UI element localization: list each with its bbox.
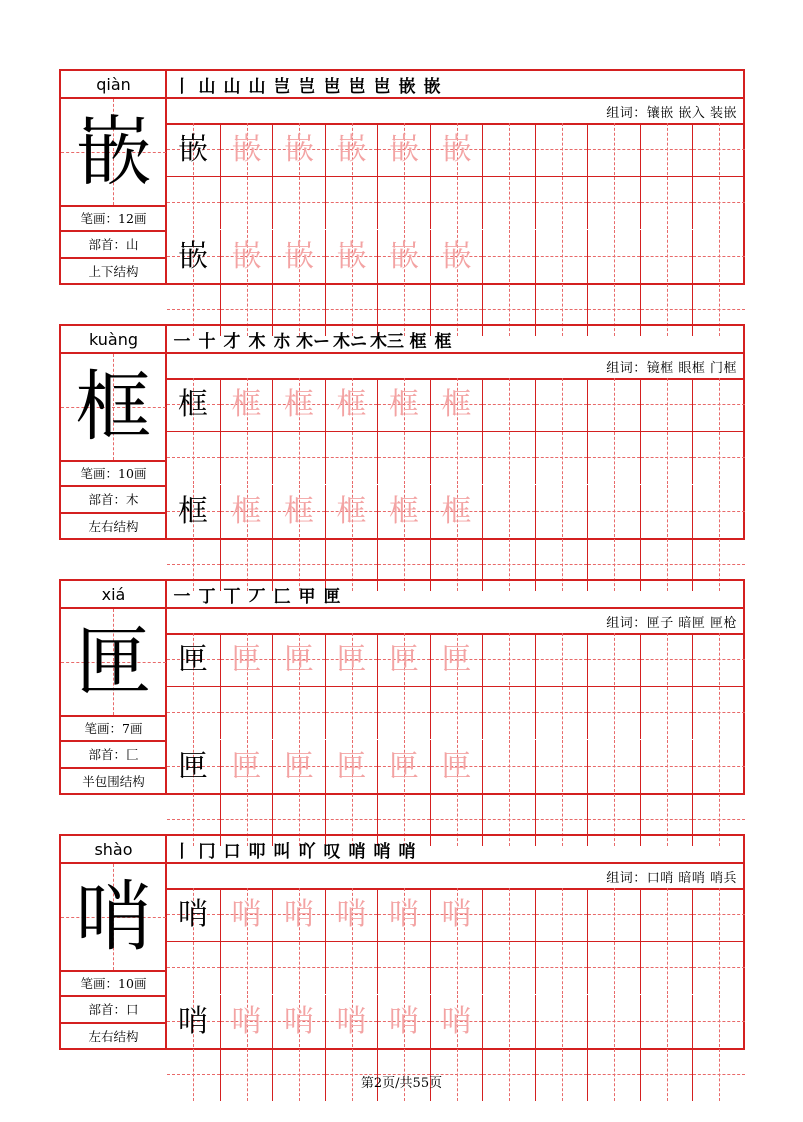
trace-character: 匣: [336, 748, 367, 784]
practice-cell[interactable]: [587, 633, 640, 739]
practice-cell[interactable]: [692, 378, 745, 484]
practice-cell[interactable]: [325, 485, 378, 591]
practice-cell[interactable]: [220, 230, 273, 336]
stroke-step: 岂: [273, 76, 291, 97]
stroke-step: 岜: [323, 76, 341, 97]
practice-cell[interactable]: [640, 633, 693, 739]
practice-cell[interactable]: [587, 230, 640, 336]
practice-cell[interactable]: [220, 123, 273, 229]
practice-grid: [167, 888, 745, 994]
practice-cell[interactable]: [535, 888, 588, 994]
practice-cell[interactable]: [167, 740, 220, 846]
trace-character: 匣: [389, 748, 419, 784]
practice-cell[interactable]: [430, 740, 483, 846]
practice-cell[interactable]: [430, 378, 483, 484]
practice-cell[interactable]: [325, 378, 378, 484]
trace-character: 嵌: [231, 238, 262, 274]
stroke-step: 山: [223, 76, 241, 97]
practice-cell[interactable]: [482, 485, 535, 591]
sample-character: 框: [178, 386, 208, 422]
stroke-step: 岜: [373, 76, 391, 97]
stroke-step: 木ニ: [333, 331, 367, 352]
trace-character: 嵌: [441, 131, 472, 167]
model-character-box: [61, 609, 166, 715]
practice-cell[interactable]: [220, 888, 273, 994]
stroke-step: 岜: [348, 76, 366, 97]
stroke-step: 丆: [248, 586, 266, 607]
pinyin-label: shào: [94, 839, 133, 859]
model-character: 哨: [75, 872, 152, 961]
practice-cell[interactable]: [587, 378, 640, 484]
practice-cell[interactable]: [377, 485, 430, 591]
stroke-order-row: [171, 836, 418, 862]
stroke-step: 朩: [273, 331, 291, 352]
practice-cell[interactable]: [587, 485, 640, 591]
stroke-step: 哨: [348, 841, 366, 862]
practice-cell[interactable]: [430, 485, 483, 591]
sample-character: 嵌: [178, 131, 208, 167]
practice-cell[interactable]: [535, 378, 588, 484]
trace-character: 框: [336, 386, 367, 422]
practice-cell[interactable]: [692, 485, 745, 591]
practice-cell[interactable]: [640, 378, 693, 484]
practice-cell[interactable]: [692, 633, 745, 739]
model-character: 框: [75, 362, 152, 451]
practice-cell[interactable]: [167, 230, 220, 336]
practice-cell[interactable]: [535, 485, 588, 591]
practice-cell[interactable]: [167, 485, 220, 591]
practice-cell[interactable]: [430, 230, 483, 336]
character-card: [59, 324, 745, 540]
character-card: [59, 579, 745, 795]
practice-cell[interactable]: [272, 740, 325, 846]
practice-cell[interactable]: [640, 740, 693, 846]
practice-cell[interactable]: [482, 230, 535, 336]
practice-cell[interactable]: [535, 230, 588, 336]
stroke-step: 十: [198, 331, 216, 352]
trace-character: 哨: [284, 896, 314, 932]
stroke-step: 匚: [273, 586, 291, 607]
stroke-step: 山: [198, 76, 216, 97]
character-card: [59, 69, 745, 285]
practice-cell[interactable]: [430, 888, 483, 994]
stroke-step: 叫: [273, 841, 291, 862]
practice-cell[interactable]: [377, 123, 430, 229]
trace-character: 匣: [284, 641, 314, 677]
practice-cell[interactable]: [325, 123, 378, 229]
practice-cell[interactable]: [167, 888, 220, 994]
trace-character: 框: [441, 386, 472, 422]
trace-character: 哨: [284, 1003, 314, 1039]
trace-character: 哨: [336, 1003, 367, 1039]
practice-cell[interactable]: [272, 633, 325, 739]
practice-cell[interactable]: [377, 888, 430, 994]
stroke-step: 岂: [298, 76, 316, 97]
practice-cell[interactable]: [692, 230, 745, 336]
stroke-step: 嵌: [398, 76, 416, 97]
trace-character: 嵌: [284, 238, 314, 274]
word-examples: 组词：口哨 暗哨 哨兵: [606, 870, 737, 886]
sample-character: 匣: [178, 641, 208, 677]
stroke-order-row: [171, 71, 443, 97]
structure-label: 左右结构: [88, 519, 139, 534]
stroke-order-row: [171, 326, 454, 352]
practice-cell[interactable]: [377, 740, 430, 846]
sample-character: 匣: [178, 748, 208, 784]
stroke-step: 框: [434, 331, 452, 352]
practice-cell[interactable]: [272, 378, 325, 484]
practice-cell[interactable]: [535, 123, 588, 229]
trace-character: 嵌: [231, 131, 262, 167]
trace-character: 哨: [389, 1003, 419, 1039]
stroke-step: 一: [173, 586, 191, 607]
practice-grid: [167, 123, 745, 229]
stroke-step: 叩: [248, 841, 266, 862]
practice-cell[interactable]: [167, 633, 220, 739]
trace-character: 嵌: [336, 238, 367, 274]
trace-character: 框: [389, 493, 419, 529]
practice-cell[interactable]: [482, 633, 535, 739]
trace-character: 哨: [389, 896, 419, 932]
structure-label: 上下结构: [88, 264, 139, 279]
word-examples: 组词：匣子 暗匣 匣枪: [606, 615, 737, 631]
practice-cell[interactable]: [325, 740, 378, 846]
trace-character: 匣: [231, 748, 262, 784]
sample-character: 嵌: [178, 238, 208, 274]
trace-character: 匣: [441, 748, 472, 784]
practice-cell[interactable]: [167, 378, 220, 484]
practice-cell[interactable]: [272, 888, 325, 994]
practice-cell[interactable]: [640, 888, 693, 994]
model-character: 嵌: [75, 107, 152, 196]
practice-cell[interactable]: [692, 123, 745, 229]
trace-character: 嵌: [389, 131, 419, 167]
page-footer: 第2页/共55页: [360, 1076, 443, 1091]
structure-label: 左右结构: [88, 1029, 139, 1044]
trace-character: 嵌: [284, 131, 314, 167]
stroke-step: 哨: [373, 841, 391, 862]
practice-cell[interactable]: [220, 740, 273, 846]
model-character-box: [61, 354, 166, 460]
trace-character: 哨: [336, 896, 367, 932]
practice-cell[interactable]: [325, 230, 378, 336]
stroke-step: 冂: [198, 841, 216, 862]
trace-character: 哨: [441, 896, 472, 932]
practice-cell[interactable]: [587, 740, 640, 846]
practice-cell[interactable]: [587, 888, 640, 994]
trace-character: 匣: [284, 748, 314, 784]
practice-cell[interactable]: [640, 485, 693, 591]
trace-character: 匣: [441, 641, 472, 677]
practice-grid: [167, 633, 745, 739]
practice-cell[interactable]: [692, 888, 745, 994]
word-examples: 组词：镜框 眼框 门框: [606, 360, 737, 376]
stroke-count-label: 笔画：10画: [80, 976, 147, 991]
practice-cell[interactable]: [272, 230, 325, 336]
practice-cell[interactable]: [535, 633, 588, 739]
stroke-count-label: 笔画：7画: [84, 721, 143, 736]
radical-label: 部首：木: [88, 492, 139, 507]
trace-character: 匣: [231, 641, 262, 677]
stroke-step: 叹: [323, 841, 341, 862]
stroke-step: 木三: [370, 331, 404, 352]
practice-cell[interactable]: [220, 378, 273, 484]
trace-character: 嵌: [336, 131, 367, 167]
practice-grid: [167, 485, 745, 591]
radical-label: 部首：匚: [88, 747, 139, 762]
practice-cell[interactable]: [377, 633, 430, 739]
trace-character: 匣: [389, 641, 419, 677]
sample-character: 框: [178, 493, 208, 529]
practice-cell[interactable]: [377, 230, 430, 336]
stroke-step: 丨: [173, 841, 191, 862]
practice-cell[interactable]: [640, 230, 693, 336]
stroke-step: 口: [223, 841, 241, 862]
trace-character: 哨: [441, 1003, 472, 1039]
trace-character: 框: [336, 493, 367, 529]
practice-cell[interactable]: [482, 378, 535, 484]
model-character-box: [61, 99, 166, 205]
stroke-count-label: 笔画：10画: [80, 466, 147, 481]
trace-character: 框: [389, 386, 419, 422]
stroke-step: 木ー: [296, 331, 330, 352]
practice-cell[interactable]: [272, 485, 325, 591]
practice-cell[interactable]: [220, 485, 273, 591]
stroke-count-label: 笔画：12画: [80, 211, 147, 226]
trace-character: 嵌: [441, 238, 472, 274]
practice-cell[interactable]: [325, 633, 378, 739]
word-examples: 组词：镶嵌 嵌入 装嵌: [606, 105, 737, 121]
stroke-step: 木: [248, 331, 266, 352]
stroke-step: 哨: [398, 841, 416, 862]
practice-cell[interactable]: [587, 123, 640, 229]
practice-cell[interactable]: [325, 888, 378, 994]
model-character: 匣: [75, 617, 152, 706]
trace-character: 哨: [231, 896, 262, 932]
sample-character: 哨: [178, 1003, 208, 1039]
stroke-step: 嵌: [423, 76, 441, 97]
stroke-step: 吖: [298, 841, 316, 862]
trace-character: 匣: [336, 641, 367, 677]
radical-label: 部首：口: [88, 1002, 139, 1017]
stroke-step: 匣: [323, 586, 341, 607]
sample-character: 哨: [178, 896, 208, 932]
trace-character: 框: [441, 493, 472, 529]
trace-character: 框: [231, 386, 262, 422]
stroke-order-row: [171, 581, 343, 607]
practice-cell[interactable]: [692, 740, 745, 846]
radical-label: 部首：山: [88, 237, 139, 252]
practice-cell[interactable]: [377, 378, 430, 484]
pinyin-label: qiàn: [96, 74, 131, 94]
stroke-step: 框: [409, 331, 427, 352]
character-card: [59, 834, 745, 1050]
stroke-step: 一: [173, 331, 191, 352]
stroke-step: 甲: [298, 586, 316, 607]
pinyin-label: kuàng: [88, 329, 138, 349]
trace-character: 框: [231, 493, 262, 529]
trace-character: 嵌: [389, 238, 419, 274]
stroke-step: 山: [248, 76, 266, 97]
practice-grid: [167, 230, 745, 336]
practice-cell[interactable]: [272, 123, 325, 229]
stroke-step: 丅: [223, 586, 241, 607]
practice-cell[interactable]: [430, 123, 483, 229]
practice-grid: [167, 378, 745, 484]
structure-label: 半包围结构: [82, 774, 145, 789]
practice-cell[interactable]: [167, 123, 220, 229]
practice-cell[interactable]: [430, 633, 483, 739]
trace-character: 哨: [231, 1003, 262, 1039]
trace-character: 框: [284, 386, 314, 422]
practice-cell[interactable]: [482, 888, 535, 994]
stroke-step: 丨: [173, 76, 191, 97]
practice-cell[interactable]: [482, 740, 535, 846]
practice-cell[interactable]: [482, 123, 535, 229]
practice-cell[interactable]: [640, 123, 693, 229]
practice-cell[interactable]: [220, 633, 273, 739]
practice-grid: [167, 740, 745, 846]
stroke-step: 才: [223, 331, 241, 352]
practice-cell[interactable]: [535, 740, 588, 846]
trace-character: 框: [284, 493, 314, 529]
stroke-step: 丁: [198, 586, 216, 607]
model-character-box: [61, 864, 166, 970]
pinyin-label: xiá: [101, 584, 126, 604]
